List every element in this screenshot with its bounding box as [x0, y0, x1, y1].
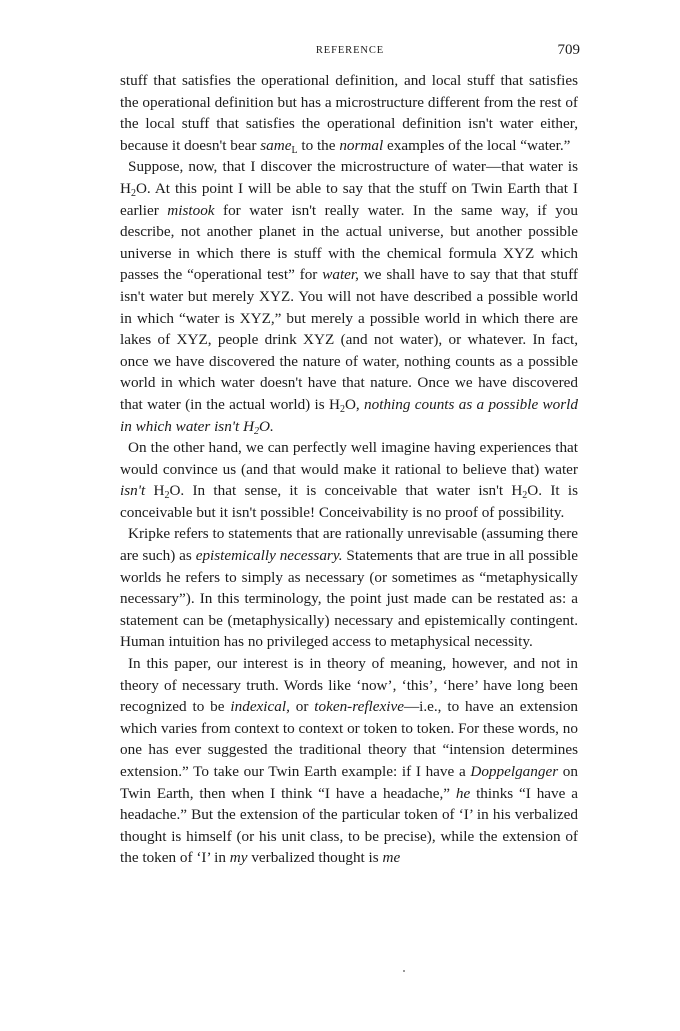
- italic-text: indexical,: [230, 698, 290, 716]
- text-run: O. In that sense, it is conceivable that water isn't H: [169, 482, 523, 500]
- text-run: for water isn't really water. In the same way, if you describe, not another planet in the actual universe, but another possible universe in which there is stuff with the chemical formula XYZ which passes the “operational test” for: [120, 201, 578, 284]
- italic-text: same: [260, 136, 292, 154]
- subscript: 2: [164, 490, 170, 502]
- italic-text: mistook: [167, 201, 215, 219]
- text-run: Kripke refers to statements that are rationally unrevisable (assuming there are such) as: [120, 525, 578, 565]
- italic-text: he: [455, 784, 471, 802]
- text-run: On the other hand, we can perfectly well imagine having experiences that would convince us (and that would make it rational to believe that) water: [120, 439, 578, 478]
- subscript: L: [291, 144, 298, 156]
- text-run: O. It is conceivable but it isn't possible! Conceivability is no proof of possibility.: [120, 482, 579, 521]
- paragraph-5: [120, 653, 578, 869]
- text-run: verbalized thought is: [247, 849, 383, 867]
- page-header: [120, 42, 580, 62]
- text-run: O,: [344, 395, 365, 413]
- text-run: on Twin Earth, then when I think “I have a headache,”: [120, 763, 578, 802]
- subscript: 2: [339, 403, 345, 415]
- subscript: 2: [522, 490, 528, 502]
- italic-text: my: [229, 849, 248, 867]
- italic-text: water,: [322, 266, 359, 284]
- subscript: 2: [130, 187, 136, 199]
- running-head: REFERENCE: [315, 45, 385, 56]
- paragraph-1: [120, 70, 578, 156]
- italic-text: epistemically necessary.: [195, 547, 343, 565]
- italic-text: normal: [339, 136, 384, 154]
- paragraph-4: [120, 523, 578, 653]
- text-run: Statements that are true in all possible worlds he refers to simply as necessary (or sometimes as “metaphysically necessary”). In this terminology, the point just made can be restated as: a statement can be (metaphysically) necessary and epistemically contingent. Human intuition has no privileged access to metaphysical necessity.: [120, 547, 578, 651]
- text-run: stuff that satisfies the operational definition, and local stuff that satisfies the operational definition but has a microstructure different from the rest of the local stuff that satisfies the operational definition isn't water either, because it doesn't bear: [120, 72, 578, 154]
- body-text: [120, 70, 578, 869]
- text-run: —i.e., to have an extension which varies from context to context or token to token. For these words, no one has ever suggested the traditional theory that “intension determines extension.” To take our Twin Earth example: if I have a: [120, 698, 579, 780]
- italic-text: O.: [259, 417, 274, 435]
- text-run: H: [145, 482, 165, 500]
- text-run: O. At this point I will be able to say that the stuff on Twin Earth that I earlier: [120, 179, 578, 219]
- page-speck: [403, 970, 405, 972]
- text-run: we shall have to say that that stuff isn't water but merely XYZ. You will not have described a possible world in which “water is XYZ,” but merely a possible world in which there are lakes of XYZ, people drink XYZ (and not water), or whatever. In fact, once we have discovered the nature of water, nothing counts as a possible world in which water doesn't have that nature. Once we have discovered that water (in the actual world) is H: [120, 266, 578, 413]
- text-run: thinks “I have a headache.” But the extension of the particular token of ‘I’ in his verbalized thought is himself (or his unit class, to be precise), while the extension of the token of ‘I’ in: [120, 784, 578, 867]
- page-number: 709: [557, 42, 580, 58]
- italic-text: Doppelganger: [470, 763, 559, 780]
- text-run: In this paper, our interest is in theory of meaning, however, and not in theory of necessary truth. Words like ‘now’, ‘this’, ‘here’ have long been recognized to be: [120, 655, 578, 716]
- text-run: to the: [297, 136, 340, 154]
- italic-text: nothing counts as a possible world in which water isn't H: [120, 395, 578, 435]
- subscript: 2: [254, 425, 260, 437]
- italic-text: token-reflexive: [314, 698, 404, 716]
- paragraph-3: [120, 437, 578, 523]
- italic-text: me: [382, 849, 401, 867]
- text-run: Suppose, now, that I discover the microstructure of water—that water is H: [120, 158, 578, 197]
- italic-text: isn't: [120, 482, 146, 500]
- text-run: examples of the local “water.”: [383, 136, 571, 154]
- text-run: or: [289, 698, 315, 716]
- paragraph-2: [120, 156, 578, 437]
